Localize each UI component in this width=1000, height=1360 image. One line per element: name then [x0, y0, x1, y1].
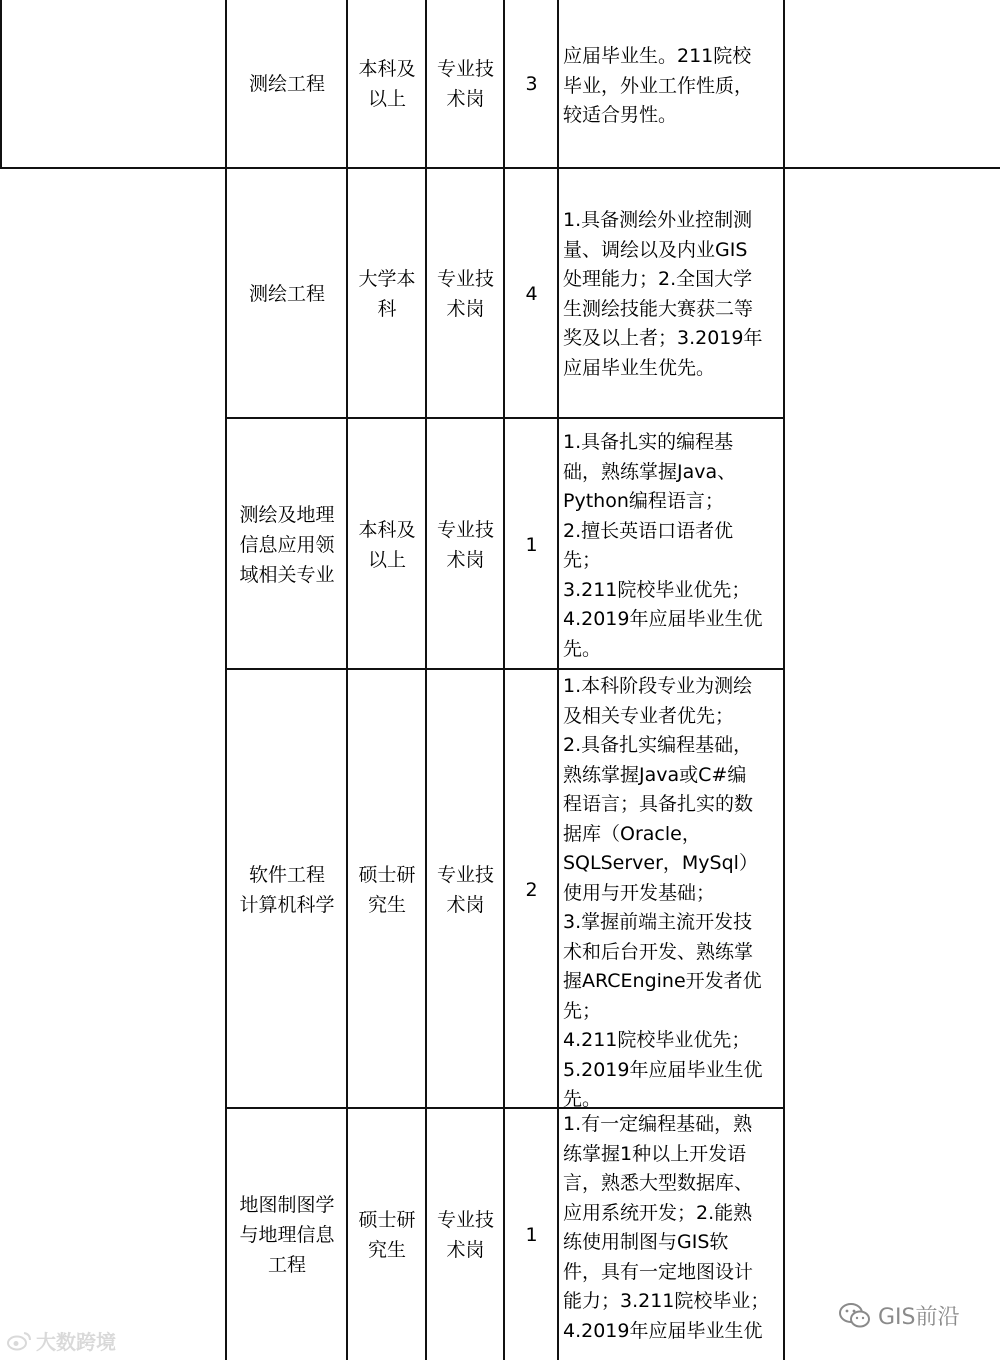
watermark-left: 大数跨境	[6, 1326, 116, 1355]
table-row-1-count: 3	[525, 73, 538, 95]
table-row-4-post: 专业技 术岗	[436, 863, 494, 916]
table-row-2-count: 4	[525, 283, 538, 305]
table-row-3-count: 1	[525, 533, 538, 556]
table-row-3-major: 测绘及地理 信息应用领 域相关专业	[239, 503, 335, 586]
table-row-2-post: 专业技 术岗	[436, 268, 494, 320]
table-row-2-degree: 大学本 科	[358, 268, 416, 320]
table-row-1-major: 测绘工程	[248, 73, 325, 95]
table-row-5-count: 1	[525, 1224, 538, 1246]
table-row-1-post: 专业技 术岗	[436, 58, 494, 110]
table-row-1-degree: 本科及 以上	[358, 58, 416, 110]
table-row-5-major: 地图制图学 与地理信息 工程	[239, 1194, 335, 1276]
table-row-3-post: 专业技 术岗	[436, 518, 494, 571]
table-row-5-requirements: 1.有一定编程基础，熟 练掌握1种以上开发语 言，熟悉大型数据库、 应用系统开发；2.能熟 练使用制图与GIS软 件，具有一定地图设计 能力；3.211院校毕业； 4.2019年应届毕业生优	[563, 1113, 770, 1342]
table-row-4-requirements: 1.本科阶段专业为测绘 及相关专业者优先； 2.具备扎实编程基础， 熟练掌握Java或C#编 程语言；具备扎实的数 据库（Oracle， SQLServer，MySql） 使用与开发基础； 3.掌握前端主流开发技 术和后台开发、熟练掌 握ARCEngine开发者优 先； 4.211院校毕业优先； 5.2019年应届毕业生优 先。	[563, 675, 763, 1110]
table-row-2-requirements: 1.具备测绘外业控制测 量、调绘以及内业GIS 处理能力；2.全国大学 生测绘技能大赛获二等 奖及以上者；3.2019年 应届毕业生优先。	[563, 209, 763, 379]
table-row-4-major: 软件工程 计算机科学	[239, 863, 335, 916]
table-row-5-degree: 硕士研 究生	[358, 1209, 416, 1261]
table-row-1-requirements: 应届毕业生。211院校 毕业，外业工作性质， 较适合男性。	[563, 45, 754, 126]
table-row-3-degree: 本科及 以上	[358, 518, 416, 571]
table-row-5-post: 专业技 术岗	[436, 1209, 494, 1261]
table-row-4-count: 2	[525, 878, 538, 901]
table-row-3-requirements: 1.具备扎实的编程基 础，熟练掌握Java、 Python编程语言； 2.擅长英语口语者优 先； 3.211院校毕业优先； 4.2019年应届毕业生优 先。	[563, 431, 763, 660]
table-row-4-degree: 硕士研 究生	[358, 863, 416, 916]
table-row-2-major: 测绘工程	[248, 283, 325, 305]
wechat-icon	[838, 1302, 872, 1330]
weibo-icon	[6, 1331, 32, 1351]
watermark-right: GIS前沿	[838, 1300, 960, 1331]
